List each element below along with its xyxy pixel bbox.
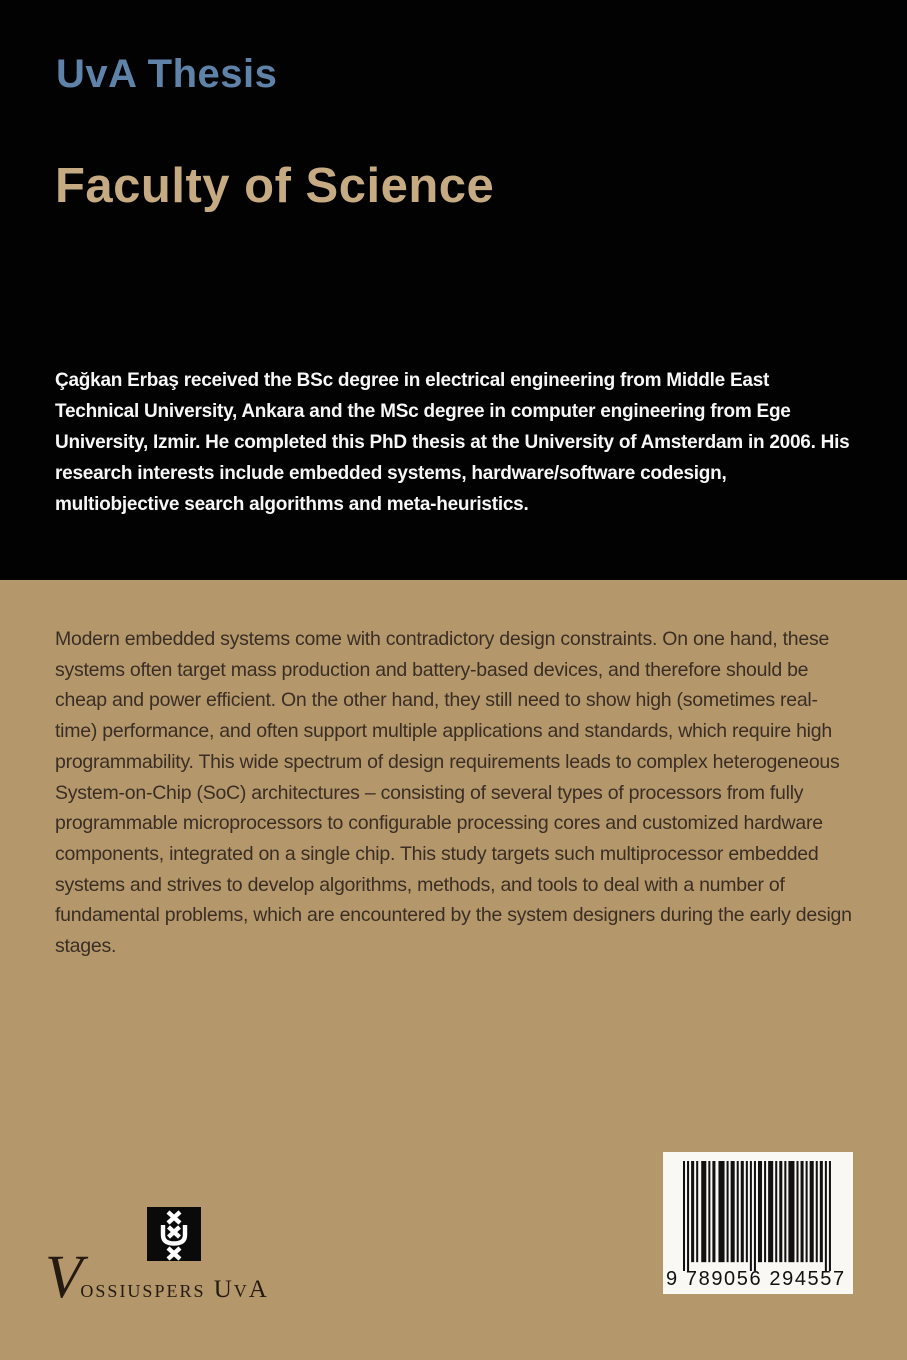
- isbn-number: 9 789056 294557: [666, 1268, 846, 1290]
- publisher-logo: [45, 1205, 305, 1315]
- bottom-tan-section: [0, 580, 907, 1360]
- publisher-name: Vossiuspers UvA: [45, 1243, 269, 1311]
- top-black-section: [0, 0, 907, 580]
- barcode-bars-icon: [683, 1161, 835, 1271]
- isbn-barcode: [663, 1152, 853, 1294]
- series-title: UvA Thesis: [56, 52, 278, 96]
- abstract-text: Modern embedded systems come with contradictory design constraints. On one hand, these systems often target mass production and battery-based devices, and therefore should be cheap and power efficient. On the other hand, they still need to show high (sometimes real-time) performance, and often support multiple applications and standards, which require high programmability. This wide spectrum of design requirements leads to complex heterogeneous System-on-Chip (SoC) architectures – consisting of several types of processors from fully programmable microprocessors to configurable processing cores and customized hardware components, integrated on a single chip. This study targets such multiprocessor embedded systems and strives to develop algorithms, methods, and tools to deal with a number of fundamental problems, which are encountered by the system designers during the early design stages.: [55, 628, 852, 958]
- author-bio-text: Çağkan Erbaş received the BSc degree in electrical engineering from Middle East Technical University, Ankara and the MSc degree in computer engineering from Ege University, Izmir. He completed this PhD thesis at the University of Amsterdam in 2006. His research interests include embedded systems, hardware/software codesign, multiobjective search algorithms and meta-heuristics.: [55, 370, 850, 515]
- faculty-title: Faculty of Science: [55, 159, 495, 213]
